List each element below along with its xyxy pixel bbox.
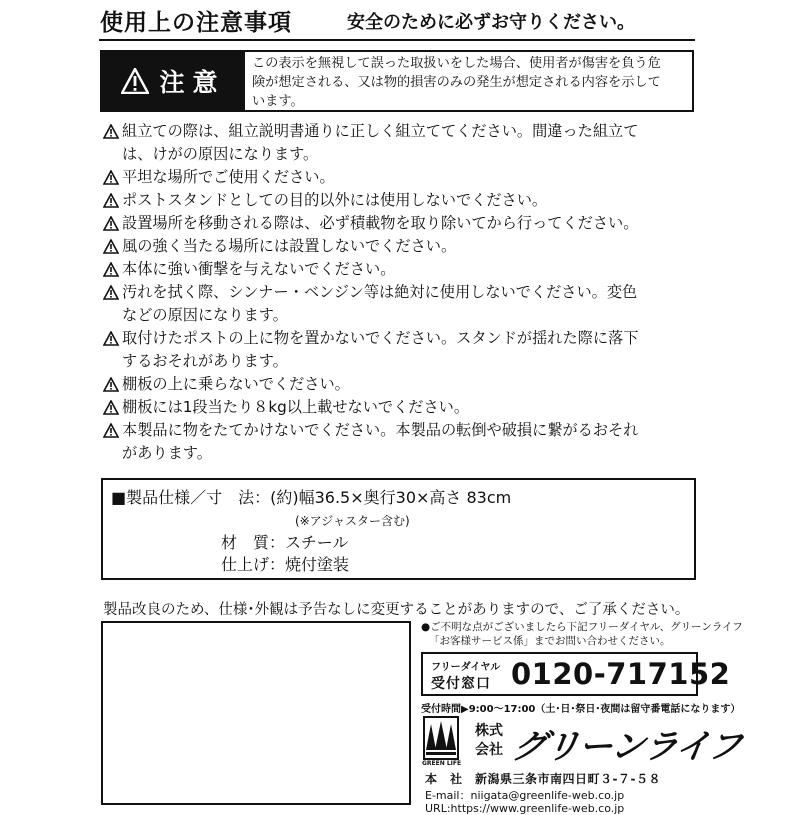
warning-item: [103, 212, 703, 235]
spec-finish-row: [221, 552, 349, 575]
warning-item: [103, 327, 703, 373]
warning-text: 汚れを拭く際、シンナー・ベンジン等は絶対に使用しないでください。変色: [122, 283, 638, 301]
warning-text: 組立ての際は、組立説明書通りに正しく組立ててください。間違った組立て: [122, 122, 639, 140]
spec-size-row: [111, 485, 511, 508]
warning-text: 本製品に物をたてかけないでください。本製品の転倒や破損に繋がるおそれ: [122, 421, 639, 439]
contact-note: 「お客様サービス係」までお問い合わせください。: [429, 635, 671, 647]
warning-triangle-icon: [103, 239, 119, 254]
warning-text: するおそれがあります。: [122, 352, 288, 370]
warning-text: 棚板の上に乗らないでください。: [122, 375, 350, 393]
warning-triangle-icon: [103, 170, 119, 185]
website-link[interactable]: URL:https://www.greenlife-web.co.jp: [425, 802, 625, 815]
caution-word: 注意: [159, 68, 226, 97]
tree-emblem-icon: [423, 716, 459, 760]
warning-item: [103, 189, 703, 212]
warning-text: ポストスタンドとしての目的以外には使用しないでください。: [122, 191, 548, 209]
warning-text: 本体に強い衝撃を与えないでください。: [122, 260, 396, 278]
reception-label: 受付窓口: [431, 676, 491, 692]
company-type-1: 株式: [475, 723, 503, 739]
warning-text: 平坦な場所でご使用ください。: [122, 168, 335, 186]
emblem-text: GREEN LIFE: [422, 760, 462, 767]
warning-triangle-icon: [103, 193, 119, 208]
warning-item: [103, 235, 703, 258]
warning-item: [103, 396, 703, 419]
title-underline: [99, 39, 695, 41]
spec-box: [101, 478, 696, 580]
caution-description: [252, 54, 686, 111]
spec-size-note: (※アジャスター含む): [295, 514, 410, 528]
warning-item: [103, 373, 703, 396]
warning-list: [103, 120, 703, 465]
free-dial-box: [421, 652, 731, 696]
reception-hours: 受付時間▶9:00～17:00（土･日･祭日･夜間は留守番電話になります）: [421, 704, 741, 715]
warning-triangle-icon: [103, 377, 119, 392]
change-notice: 製品改良のため、仕様･外観は予告なしに変更することがありますので、ご了承ください。: [103, 602, 690, 618]
brand-name: グリーンライフ: [509, 727, 744, 767]
warning-triangle-icon: [103, 331, 119, 346]
spec-finish-label: 仕上げ：: [221, 555, 286, 574]
warning-text: 設置場所を移動される際は、必ず積載物を取り除いてから行ってください。: [122, 214, 639, 232]
page-subtitle: 安全のために必ずお守りください。: [347, 12, 635, 33]
warning-text: 棚板には1段当たり８kg以上載せないでください。: [122, 398, 470, 416]
spec-material-value: スチール: [285, 533, 349, 552]
free-dial-label: フリーダイヤル: [431, 662, 501, 673]
warning-item: [103, 166, 703, 189]
warning-triangle-icon: [103, 124, 119, 139]
spec-material-row: [221, 530, 348, 553]
spec-material-label: 材 質：: [221, 533, 286, 552]
contact-note: ●ご不明な点がございましたら下記フリーダイヤル、グリーンライフ: [421, 621, 743, 633]
caution-line: 険が想定される、又は物的損害のみの発生が想定される内容を示して: [252, 75, 661, 90]
warning-triangle-icon: [103, 262, 119, 277]
warning-text: 取付けたポストの上に物を置かないでください。スタンドが揺れた際に落下: [122, 329, 639, 347]
contact-panel: [421, 620, 744, 815]
warning-triangle-icon: [103, 285, 119, 300]
warning-item: [103, 281, 703, 327]
spec-size-label: ■製品仕様／寸 法：: [111, 488, 271, 507]
warning-triangle-icon: [121, 68, 149, 94]
warning-text: は、けがの原因になります。: [122, 145, 319, 163]
caution-label: [102, 52, 245, 110]
phone-number[interactable]: 0120-717152: [511, 657, 731, 691]
warning-item: [103, 419, 703, 465]
warning-triangle-icon: [103, 423, 119, 438]
warning-text: 風の強く当たる場所には設置しないでください。: [122, 237, 457, 255]
spec-size-value: (約)幅36.5×奥行30×高さ 83cm: [270, 488, 512, 507]
warning-item: [103, 258, 703, 281]
spec-finish-value: 焼付塗装: [285, 555, 350, 574]
warning-triangle-icon: [103, 216, 119, 231]
email-link[interactable]: E-mail：niigata@greenlife-web.co.jp: [425, 789, 625, 802]
blank-label-box: [101, 621, 411, 805]
company-type-2: 会社: [475, 742, 503, 758]
head-office-address: 本 社 新潟県三条市南四日町３-７-５８: [425, 772, 661, 786]
warning-text: があります。: [122, 444, 212, 462]
caution-line: います。: [252, 94, 304, 109]
company-logo: [421, 714, 744, 768]
caution-line: この表示を無視して誤った取扱いをした場合、使用者が傷害を負う危: [252, 56, 661, 71]
warning-item: [103, 120, 703, 166]
warning-text: などの原因になります。: [122, 306, 288, 324]
page-title: 使用上の注意事項: [100, 10, 292, 36]
warning-triangle-icon: [103, 400, 119, 415]
caution-box: [100, 50, 694, 112]
